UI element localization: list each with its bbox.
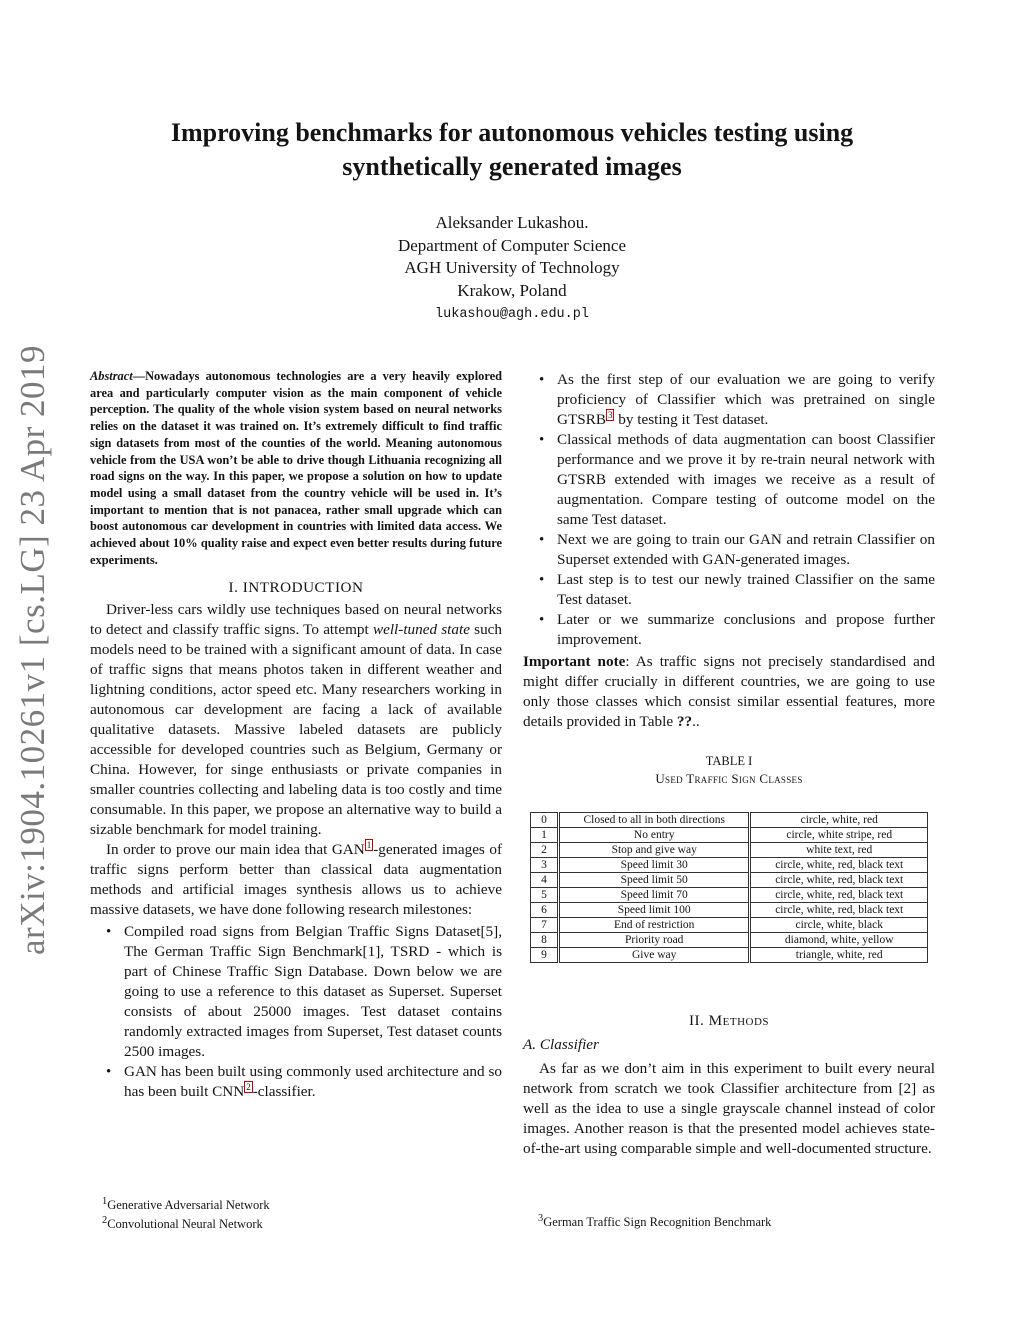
class-features-cell: circle, white, red	[750, 813, 928, 828]
intro-heading: I. INTRODUCTION	[228, 579, 364, 597]
class-name-cell: No entry	[558, 828, 750, 843]
table-row	[531, 903, 928, 918]
abstract-label: Abstract	[90, 369, 133, 383]
important-note	[523, 652, 935, 732]
footnote-2-text: Convolutional Neural Network	[107, 1217, 263, 1232]
footnote-1	[102, 1194, 482, 1213]
author-location: Krakow, Poland	[457, 280, 567, 300]
important-note-end: ..	[692, 713, 700, 730]
right-column	[523, 368, 935, 1159]
methods-heading-num: II.	[688, 1012, 709, 1029]
list-item	[523, 430, 935, 530]
intro-paragraph-1	[90, 600, 502, 840]
list-item	[523, 610, 935, 650]
milestone-1-text: Compiled road signs from Belgian Traffic Signs Dataset[5], The German Traffic Sign Benchmark[1], TSRD - which is part of Chinese Traffic Sign Database. Down below we are going to use a reference to this dataset as Superset. Superset consists of about 25000 images. Test dataset contains randomly extracted images from Superset, Test dataset counts 2500 images.	[124, 923, 502, 1061]
intro-paragraph-2	[90, 840, 502, 920]
milestone-list	[90, 922, 502, 1102]
important-note-label: Important note	[523, 653, 626, 670]
class-id-cell: 6	[531, 903, 559, 918]
left-column	[90, 368, 502, 1102]
table-row	[531, 843, 928, 858]
footnote-link-2[interactable]: 2	[246, 1082, 251, 1093]
footnote-3-number: 3	[538, 1213, 544, 1224]
author-email: lukashou@agh.edu.pl	[435, 307, 589, 322]
table-row	[531, 888, 928, 903]
class-id-cell: 8	[531, 933, 559, 948]
methods-heading	[523, 1011, 935, 1031]
class-name-cell: End of restriction	[558, 918, 750, 933]
list-item	[90, 1062, 502, 1102]
paper-title: Improving benchmarks for autonomous vehicles testing using synthetically generated images	[170, 118, 854, 181]
class-name-cell: Speed limit 100	[558, 903, 750, 918]
class-id-cell: 7	[531, 918, 559, 933]
class-name-cell: Stop and give way	[558, 843, 750, 858]
table-label: TABLE I	[705, 754, 753, 768]
milestone-2-text-b: -classifier.	[252, 1083, 316, 1101]
class-features-cell: circle, white stripe, red	[750, 828, 928, 843]
intro-p2-text-a: In order to prove our main idea that GAN	[106, 841, 365, 859]
class-id-cell: 5	[531, 888, 559, 903]
class-name-cell: Closed to all in both directions	[558, 813, 750, 828]
author-university: AGH University of Technology	[404, 258, 620, 277]
footnote-1-text: Generative Adversarial Network	[107, 1198, 270, 1213]
table-row	[531, 873, 928, 888]
methods-heading-text: Methods	[708, 1012, 770, 1029]
footnotes-right	[538, 1211, 918, 1230]
class-name-cell: Priority road	[558, 933, 750, 948]
class-id-cell: 0	[531, 813, 559, 828]
eval-1-text-b: by testing it Test dataset.	[614, 411, 769, 428]
class-name-cell: Speed limit 50	[558, 873, 750, 888]
traffic-sign-classes-table	[530, 812, 928, 963]
eval-2-text: Classical methods of data augmentation can boost Classifier performance and we prove it by re-train neural network with GTSRB extended with images we receive as a result of augmentation. Compare testing of outcome model on the same Test dataset.	[557, 431, 935, 528]
class-features-cell: circle, white, red, black text	[750, 873, 928, 888]
class-name-cell: Speed limit 70	[558, 888, 750, 903]
eval-3-text: Next we are going to train our GAN and retrain Classifier on Superset extended with GAN-generated images.	[557, 531, 935, 568]
class-features-cell: diamond, white, yellow	[750, 933, 928, 948]
class-features-cell: circle, white, red, black text	[750, 903, 928, 918]
class-features-cell: triangle, white, red	[750, 948, 928, 963]
eval-4-text: Last step is to test our newly trained Classifier on the same Test dataset.	[557, 571, 935, 608]
abstract-dash: —	[132, 369, 146, 383]
footnote-link-3[interactable]: 3	[607, 409, 613, 420]
important-note-text: : As traffic signs not precisely standardised and might differ crucially in different countries, we are going to use only those classes which consist similar essential features, more details provided in Table	[523, 653, 935, 730]
table-ref-link[interactable]: ??	[676, 713, 693, 730]
footnotes-left	[102, 1194, 482, 1232]
classifier-subheading: A. Classifier	[523, 1036, 599, 1053]
eval-1-text-a: As the first step of our evaluation we are going to verify proficiency of Classifier which was pretrained on single GTSRB	[557, 371, 935, 428]
class-name-cell: Speed limit 30	[558, 858, 750, 873]
class-id-cell: 1	[531, 828, 559, 843]
list-item	[523, 530, 935, 570]
table-title: Used Traffic Sign Classes	[655, 771, 803, 786]
arxiv-id-label: arXiv:1904.10261v1 [cs.LG] 23 Apr 2019	[13, 344, 53, 956]
author-department: Department of Computer Science	[397, 235, 626, 255]
class-features-cell: circle, white, black	[750, 918, 928, 933]
class-features-cell: circle, white, red, black text	[750, 858, 928, 873]
class-features-cell: white text, red	[750, 843, 928, 858]
table-row	[531, 948, 928, 963]
eval-5-text: Later or we summarize conclusions and propose further improvement.	[557, 611, 935, 648]
table-row	[531, 918, 928, 933]
list-item	[523, 370, 935, 430]
footnote-1-number: 1	[102, 1196, 108, 1207]
methods-paragraph: As far as we don’t aim in this experiment to built every neural network from scratch we took Classifier architecture from [2] as well as the idea to use a single grayscale channel instead of color images. Another reason is that the presented model achieves state-of-the-art using comparable simple and well-documented structure.	[523, 1060, 935, 1157]
milestone-2-text-a: GAN has been built using commonly used architecture and so has been built CNN	[124, 1063, 502, 1101]
class-id-cell: 3	[531, 858, 559, 873]
intro-p1-text-b: such models need to be trained with a significant amount of data. In case of traffic signs that means photos taken in different weather and lightning conditions, actor speed etc. Many researchers working in autonomous car development are facing a lack of available qualitative datasets. Massive labeled datasets are publicly accessible for developed countries such as Belgium, Germany or China. However, for singe enthusiasts or private companies in smaller countries collecting and labeling data is too costly and time consumable. In this paper, we propose an alternative way to build a sizable benchmark for model training.	[90, 621, 502, 839]
class-name-cell: Give way	[558, 948, 750, 963]
intro-p1-italic: well-tuned state	[372, 621, 470, 639]
list-item	[523, 570, 935, 610]
class-id-cell: 4	[531, 873, 559, 888]
evaluation-list	[523, 370, 935, 650]
arxiv-sidebar	[10, 344, 56, 956]
list-item	[90, 922, 502, 1062]
footnote-3-text: German Traffic Sign Recognition Benchmark	[543, 1215, 772, 1230]
table-caption	[523, 752, 935, 788]
footnote-2-number: 2	[102, 1215, 108, 1227]
author-block	[200, 212, 824, 327]
abstract-text: Nowadays autonomous technologies are a very heavily explored area and particularly computer vision as the main component of vehicle perception. The quality of the whole vision system based on neural networks relies on the dataset it was trained on. It’s extremely difficult to find traffic sign datasets from most of the counties of the world. Meaning autonomous vehicle from the USA won’t be able to drive though Lithuania recognizing all road signs on the way. In this paper, we propose a solution on how to update model using a small dataset from the country vehicle will be used in. It’s important to mention that is not panacea, rather small upgrade which can boost autonomous car development in countries with limited data access. We achieved about 10% quality raise and expect even better results during future experiments.	[90, 369, 502, 567]
intro-p2-text-b: -generated images of traffic signs perform better than classical data augmentation methods and artificial images synthesis allows us to achieve massive datasets, we have done following research milestones:	[90, 841, 502, 919]
abstract	[90, 368, 502, 568]
table-row	[531, 813, 928, 828]
author-name: Aleksander Lukashou.	[435, 213, 589, 232]
class-id-cell: 9	[531, 948, 559, 963]
class-features-cell: circle, white, red, black text	[750, 888, 928, 903]
footnote-2	[102, 1213, 482, 1232]
footnote-3	[538, 1211, 918, 1230]
table-row	[531, 933, 928, 948]
table-row	[531, 828, 928, 843]
intro-p1-text-a: Driver-less cars wildly use techniques based on neural networks to detect and classify traffic signs. To attempt	[90, 601, 502, 639]
footnote-link-1[interactable]: 1	[366, 840, 372, 851]
class-id-cell: 2	[531, 843, 559, 858]
table-row	[531, 858, 928, 873]
